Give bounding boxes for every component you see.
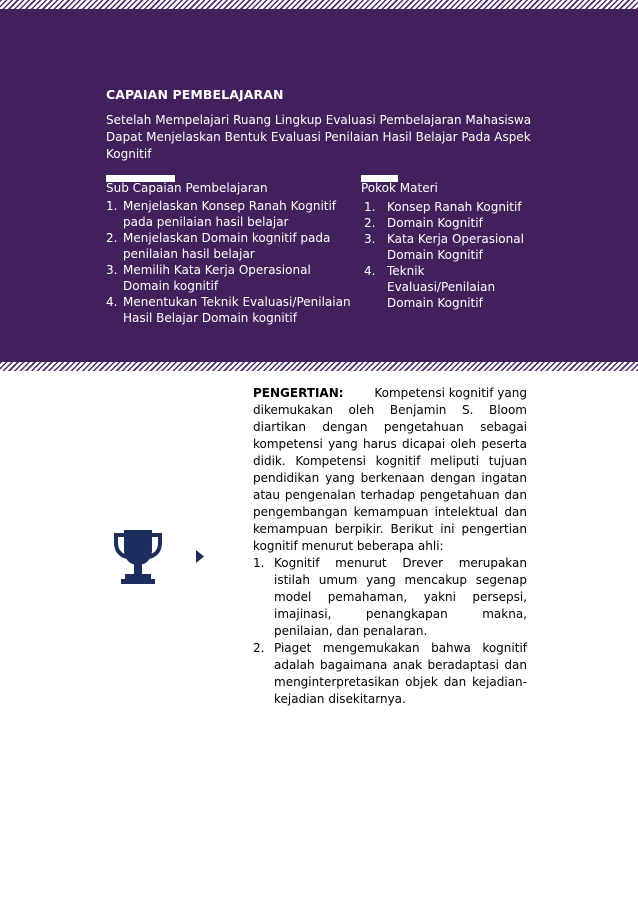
list-item: 2. Piaget mengemukakan bahwa kognitif adalah bagaimana anak beradaptasi dan menginterpretasikan objek dan kejadian-kejadian disekitarnya. xyxy=(253,641,527,706)
list-item: 1. Kognitif menurut Drever merupakan istilah umum yang mencakup segenap model pemahaman, yakni persepsi, imajinasi, penangkapan makna, penilaian, dan penalaran. xyxy=(253,556,527,638)
outcomes-text: Setelah Mempelajari Ruang Lingkup Evaluasi Pembelajaran Mahasiswa Dapat Menjelaskan Bentuk Evaluasi Penilaian Hasil Belajar Pada Aspek Kognitif xyxy=(106,113,532,161)
topics-list xyxy=(361,199,531,311)
list-item: 1. Menjelaskan Konsep Ranah Kognitif pada penilaian hasil belajar xyxy=(106,199,337,229)
list-item: 2. Menjelaskan Domain kognitif pada penilaian hasil belajar xyxy=(106,231,331,261)
triangle-right-icon xyxy=(196,550,204,563)
list-item: 2. Domain Kognitif xyxy=(364,216,483,230)
definition-text: Kompetensi kognitif yang dikemukakan oleh Benjamin S. Bloom diartikan dengan pengetahuan sebagai kompetensi yang harus dicapai oleh peserta didik. Kompetensi kognitif meliputi tujuan pendidikan yang berkenaan dengan ingatan atau pengenalan terhadap pengetahuan dan pengembangan kemampuan intelektual dan kemampuan berpikir. Berikut ini pengertian kognitif menurut beberapa ahli: xyxy=(253,386,528,553)
topics-heading: Pokok Materi xyxy=(361,181,438,195)
list-item: 4. Teknik Evaluasi/Penilaian Domain Kognitif xyxy=(364,264,496,310)
list-item: 4. Menentukan Teknik Evaluasi/Penilaian Hasil Belajar Domain kognitif xyxy=(106,295,351,325)
definition-paragraph xyxy=(253,385,527,555)
trophy-icon xyxy=(112,528,164,586)
learning-outcomes-panel xyxy=(0,9,638,362)
outcomes-heading: CAPAIAN PEMBELAJARAN xyxy=(106,87,284,102)
list-item: 1. Konsep Ranah Kognitif xyxy=(364,200,522,214)
sub-outcomes-heading: Sub Capaian Pembelajaran xyxy=(106,181,268,195)
sub-outcomes-list xyxy=(106,198,351,326)
top-stripe-border xyxy=(0,0,638,9)
definition-label: PENGERTIAN: xyxy=(253,386,344,400)
list-item: 3. Memilih Kata Kerja Operasional Domain kognitif xyxy=(106,263,311,293)
expert-definitions-list xyxy=(253,555,527,708)
definition-section xyxy=(253,385,527,708)
middle-stripe-border xyxy=(0,362,638,371)
list-item: 3. Kata Kerja Operasional Domain Kognitif xyxy=(364,232,524,262)
